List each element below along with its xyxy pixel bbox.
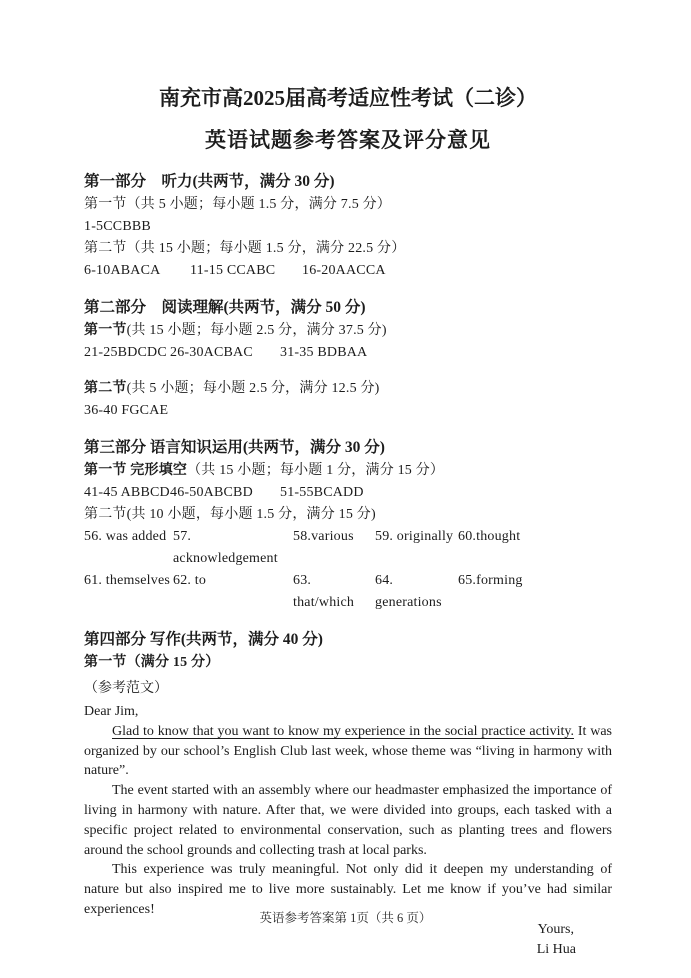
section-label-prefix: 第一节	[84, 323, 127, 338]
underlined-sentence: Glad to know that you want to know my experience in the social practice activity.	[112, 723, 575, 739]
letter-paragraph-1	[84, 722, 612, 781]
answer-item: 61. themselves	[84, 573, 171, 588]
answer-range: 21-25BDCDC	[84, 345, 167, 360]
answer-item: 59. originally	[375, 529, 454, 544]
section-label-prefix: 第一节 完形填空	[84, 463, 188, 478]
part4-section1-label: 第一节（满分 15 分）	[84, 655, 220, 670]
section-label-rest: （共 15 小题；每小题 1 分，满分 15 分）	[187, 463, 445, 478]
page-title: 南充市高2025届高考适应性考试（二诊）	[159, 86, 537, 110]
answer-item: 57. acknowledgement	[173, 529, 278, 566]
part2-section1-label	[84, 320, 612, 342]
answer-range: 26-30ACBAC	[170, 345, 253, 360]
letter-salutation: Dear Jim,	[84, 704, 139, 719]
part1-section1-label: 第一节（共 5 小题；每小题 1.5 分，满分 7.5 分）	[84, 197, 391, 212]
paragraph-text: It was organized by our school’s English Club last week, whose theme was “living in harmony with nature”.	[84, 723, 612, 779]
answer-range: 31-35 BDBAA	[280, 345, 368, 360]
answer-range: 51-55BCADD	[280, 485, 364, 500]
letter-signature: Li Hua	[536, 941, 576, 957]
sample-essay-label: （参考范文）	[84, 681, 168, 696]
part1-section1-answers: 1-5CCBBB	[84, 219, 151, 234]
part1-section2-answers	[84, 260, 612, 282]
part4-heading: 第四部分 写作(共两节，满分 40 分)	[84, 631, 323, 648]
section-label-prefix: 第二节	[84, 381, 127, 396]
part1-heading: 第一部分 听力(共两节，满分 30 分)	[84, 173, 335, 190]
answer-range: 46-50ABCBD	[170, 485, 253, 500]
answer-item: 64. generations	[375, 573, 442, 610]
part3-section1-answers	[84, 482, 612, 504]
part3-heading: 第三部分 语言知识运用(共两节，满分 30 分)	[84, 439, 385, 456]
section-label-rest: (共 5 小题；每小题 2.5 分，满分 12.5 分)	[126, 381, 380, 396]
page-subtitle: 英语试题参考答案及评分意见	[205, 128, 491, 152]
letter-closing: Yours,	[537, 921, 574, 937]
answer-item: 65.forming	[458, 573, 523, 588]
part2-heading: 第二部分 阅读理解(共两节，满分 50 分)	[84, 299, 366, 316]
part1-section2-label: 第二节（共 15 小题；每小题 1.5 分，满分 22.5 分）	[84, 241, 406, 256]
part3-section2-label: 第二节(共 10 小题，每小题 1.5 分，满分 15 分)	[84, 507, 376, 522]
letter-paragraph-2: The event started with an assembly where our headmaster emphasized the importance of living in harmony with nature. After that, we were divided into groups, each tasked with a specific project related to environmental conservation, such as planting trees and flowers around the school grounds and collecting trash at local parks.	[84, 783, 612, 858]
letter-paragraph-3: This experience was truly meaningful. Not only did it deepen my understanding of nature but also inspired me to live more sustainably. Let me know if you’ve had similar experiences!	[84, 862, 612, 917]
answer-item: 62. to	[173, 573, 207, 588]
part3-section2-answers-row2	[84, 570, 612, 614]
answer-item: 56. was added	[84, 529, 167, 544]
part2-section2-answers: 36-40 FGCAE	[84, 403, 169, 418]
answer-range: 11-15 CCABC	[190, 263, 276, 278]
part3-section2-answers-row1	[84, 526, 612, 570]
answer-range: 41-45 ABBCD	[84, 485, 170, 500]
answer-range: 6-10ABACA	[84, 263, 161, 278]
part2-section1-answers	[84, 342, 612, 364]
answer-item: 60.thought	[458, 529, 521, 544]
part2-section2-label	[84, 378, 612, 400]
part3-section1-label	[84, 460, 612, 482]
section-label-rest: (共 15 小题；每小题 2.5 分，满分 37.5 分)	[126, 323, 387, 338]
answer-range: 16-20AACCA	[302, 263, 386, 278]
answer-item: 63. that/which	[293, 573, 355, 610]
page-footer: 英语参考答案第 1页（共 6 页）	[259, 911, 432, 925]
answer-item: 58.various	[293, 529, 354, 544]
